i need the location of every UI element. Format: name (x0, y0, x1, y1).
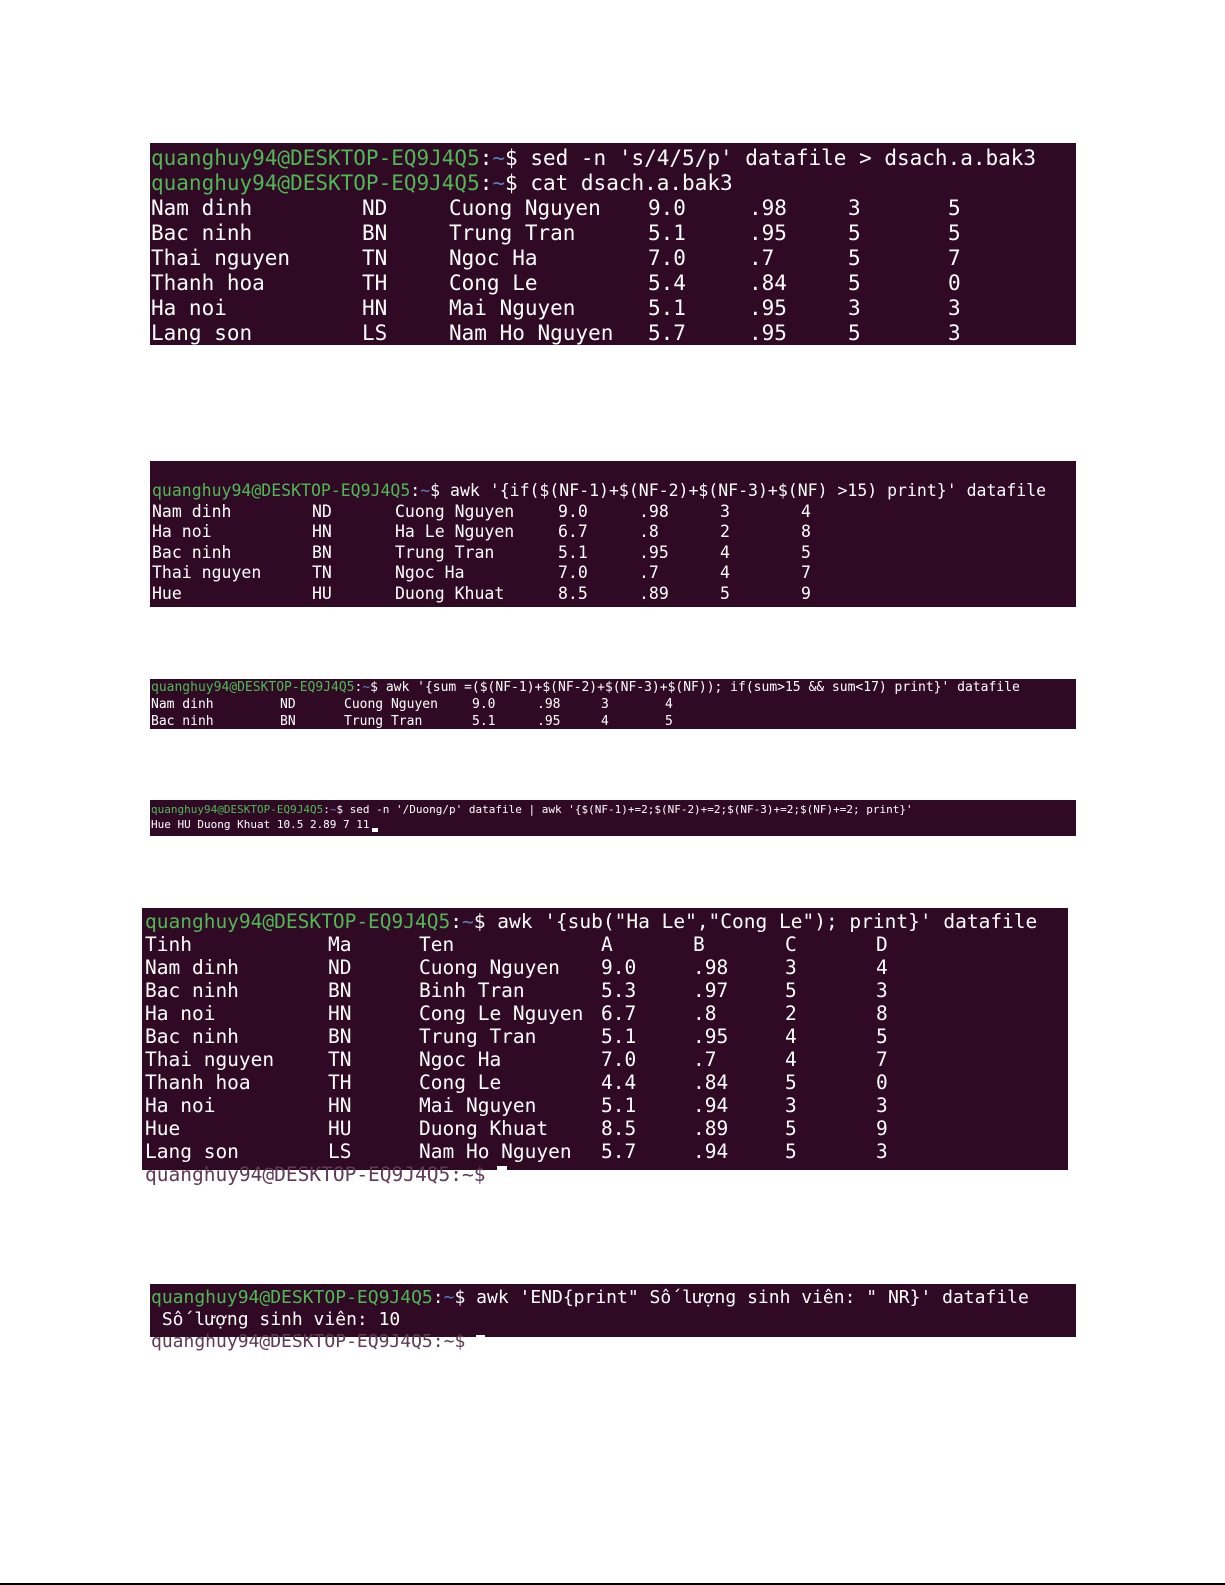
output-cell: 4 (665, 697, 673, 712)
output-cell: 3 (948, 321, 961, 345)
output-row (145, 1071, 1068, 1094)
output-cell: 5 (785, 1117, 797, 1140)
output-cell: Cuong Nguyen (419, 956, 560, 979)
output-cell: 7.0 (648, 246, 686, 270)
output-row (145, 956, 1068, 979)
output-cell: A (601, 933, 613, 956)
output-cell: 7.0 (601, 1048, 637, 1071)
output-cell: HN (312, 522, 332, 541)
output-row (151, 296, 1076, 321)
prompt-user: quanghuy94@DESKTOP-EQ9J4Q5 (152, 481, 411, 500)
output-cell: 4.4 (601, 1071, 637, 1094)
output-cell: 5 (848, 246, 861, 270)
output-cell: Cuong Nguyen (395, 501, 515, 521)
output-cell: Ma (328, 933, 352, 956)
output-cell: 5 (948, 221, 961, 245)
prompt-user: quanghuy94@DESKTOP-EQ9J4Q5 (151, 171, 480, 195)
output-cell: Nam dinh (151, 196, 253, 220)
output-cell: 7.0 (558, 563, 588, 582)
output-cell: HN (362, 296, 388, 320)
output-row (152, 522, 1076, 543)
output-cell: .98 (749, 196, 787, 220)
output-row (151, 196, 1076, 221)
output-cell: BN (312, 542, 332, 562)
output-cell: BN (280, 714, 296, 729)
output-cell: 3 (601, 697, 609, 712)
output-cell: 8.5 (601, 1117, 637, 1140)
output-row (151, 221, 1076, 246)
output-cell: C (785, 933, 797, 956)
output-row (151, 713, 1076, 730)
terminal-sed-cat[interactable] (150, 143, 1076, 345)
output-cell: Thanh hoa (151, 271, 265, 295)
output-row (152, 502, 1076, 523)
output-cell: 5 (848, 221, 861, 245)
output-cell: .8 (693, 1002, 717, 1025)
output-cell: 5 (785, 979, 797, 1002)
output-row (145, 933, 1068, 956)
output-cell: 5 (665, 714, 673, 729)
cursor-icon (497, 1166, 507, 1186)
output-cell: 5 (801, 542, 811, 562)
output-cell: .94 (693, 1140, 729, 1163)
command-line: quanghuy94@DESKTOP-EQ9J4Q5:~$ awk '{sub("Ha Le","Cong Le"); print}' datafile (145, 910, 1038, 933)
output-row (145, 1094, 1068, 1117)
output-cell: 8 (801, 522, 811, 541)
output-cell: Ngoc Ha (419, 1048, 502, 1071)
output-cell: Bac ninh (145, 1025, 239, 1048)
output-cell: 5.1 (558, 542, 588, 562)
output-cell: .95 (693, 1025, 729, 1048)
output-cell: .97 (693, 979, 729, 1002)
output-line: Hue HU Duong Khuat 10.5 2.89 7 11 (151, 817, 1076, 832)
output-cell: 5 (876, 1025, 888, 1048)
output-row (151, 271, 1076, 296)
output-row (151, 321, 1076, 346)
output-cell: Ha noi (152, 522, 212, 541)
output-row (152, 563, 1076, 584)
output-cell: Lang son (151, 321, 253, 345)
output-cell: TN (362, 246, 388, 270)
output-cell: 4 (720, 563, 730, 582)
terminal-awk-sum[interactable] (150, 679, 1076, 729)
output-cell: Duong Khuat (419, 1117, 549, 1140)
output-cell: Hue (145, 1117, 181, 1140)
output-cell: BN (328, 979, 352, 1002)
output-cell: 5.1 (648, 221, 686, 245)
command-line: quanghuy94@DESKTOP-EQ9J4Q5:~$ awk '{if($(NF-1)+$(NF-2)+$(NF-3)+$(NF) >15) print}' datafile (152, 481, 1047, 500)
output-line: Số lượng sinh viên: 10 (151, 1309, 401, 1330)
output-row (145, 979, 1068, 1002)
command-line: quanghuy94@DESKTOP-EQ9J4Q5:~$ sed -n 's/4/5/p' datafile > dsach.a.bak3 (151, 146, 1037, 170)
prompt-user: quanghuy94@DESKTOP-EQ9J4Q5 (151, 680, 355, 695)
output-cell: Bac ninh (145, 979, 239, 1002)
output-cell: Nam dinh (145, 956, 239, 979)
output-cell: LS (328, 1140, 352, 1163)
output-cell: .95 (639, 542, 669, 562)
output-cell: 9.0 (558, 501, 588, 521)
command-text: awk 'END{print" Số lượng sinh viên: " NR}' datafile (476, 1287, 1029, 1308)
output-cell: 5.4 (648, 271, 686, 295)
cursor-icon (476, 1335, 485, 1353)
output-cell: B (693, 933, 705, 956)
output-cell: LS (362, 321, 388, 345)
output-cell: D (876, 933, 888, 956)
output-cell: 5.7 (648, 321, 686, 345)
prompt-user: quanghuy94@DESKTOP-EQ9J4Q5 (151, 146, 480, 170)
command-text: awk '{sub("Ha Le","Cong Le"); print}' datafile (497, 910, 1038, 933)
output-cell: .95 (749, 221, 787, 245)
output-cell: HU (312, 583, 332, 603)
output-cell: 5 (720, 583, 730, 603)
output-row (145, 1117, 1068, 1140)
output-cell: Ten (419, 933, 455, 956)
output-cell: BN (362, 221, 388, 245)
output-cell: 2 (785, 1002, 797, 1025)
output-cell: .84 (693, 1071, 729, 1094)
output-cell: ND (362, 196, 388, 220)
next-prompt-line: quanghuy94@DESKTOP-EQ9J4Q5:~$ (151, 1331, 1076, 1353)
output-cell: Lang son (145, 1140, 239, 1163)
output-cell: 3 (848, 296, 861, 320)
output-rows (151, 696, 1076, 730)
output-cell: ND (280, 697, 296, 712)
output-cell: 5.1 (601, 1025, 637, 1048)
output-cell: Trung Tran (395, 542, 495, 562)
output-cell: 7 (801, 563, 811, 582)
terminal-sed-awk-increment[interactable] (150, 800, 1076, 836)
output-row (151, 696, 1076, 713)
terminal-awk-if[interactable] (150, 461, 1076, 607)
output-rows (151, 196, 1076, 346)
output-cell: Mai Nguyen (419, 1094, 537, 1117)
output-cell: 9 (801, 583, 811, 603)
output-row (151, 246, 1076, 271)
output-cell: Hue (152, 583, 182, 603)
command-text: sed -n '/Duong/p' datafile | awk '{$(NF-1)+=2;$(NF-2)+=2;$(NF-3)+=2;$(NF)+=2; print}' (349, 803, 913, 816)
output-cell: 3 (876, 979, 888, 1002)
output-cell: Cong Le (419, 1071, 502, 1094)
output-cell: 3 (785, 956, 797, 979)
output-cell: 9.0 (648, 196, 686, 220)
output-cell: Ha Le Nguyen (395, 522, 515, 541)
output-cell: .8 (639, 522, 659, 541)
output-row (145, 1140, 1068, 1163)
output-cell: Cong Le (449, 271, 538, 295)
output-cell: Nam Ho Nguyen (449, 321, 614, 345)
output-cell: .95 (749, 296, 787, 320)
output-cell: 3 (876, 1140, 888, 1163)
output-cell: Duong Khuat (395, 583, 505, 603)
output-cell: 5 (785, 1071, 797, 1094)
output-cell: 5.1 (601, 1094, 637, 1117)
command-line: quanghuy94@DESKTOP-EQ9J4Q5:~$ awk 'END{print" Số lượng sinh viên: " NR}' datafile (151, 1287, 1029, 1308)
output-cell: TH (328, 1071, 352, 1094)
command-text: sed -n 's/4/5/p' datafile > dsach.a.bak3 (530, 146, 1037, 170)
output-cell: 0 (876, 1071, 888, 1094)
output-cell: 9.0 (601, 956, 637, 979)
output-cell: Trung Tran (419, 1025, 537, 1048)
output-cell: 7 (948, 246, 961, 270)
next-prompt-line: quanghuy94@DESKTOP-EQ9J4Q5:~$ (145, 1163, 1068, 1186)
output-cell: 9.0 (472, 697, 496, 712)
output-cell: 5.7 (601, 1140, 637, 1163)
output-cell: 5.1 (472, 714, 496, 729)
output-cell: .98 (537, 697, 561, 712)
output-cell: Binh Tran (419, 979, 525, 1002)
output-cell: Ha noi (145, 1094, 216, 1117)
output-cell: HN (328, 1002, 352, 1025)
output-cell: Ha noi (151, 296, 227, 320)
output-cell: 5 (785, 1140, 797, 1163)
terminal-awk-sub[interactable] (142, 908, 1068, 1186)
output-cell: HU (328, 1117, 352, 1140)
output-cell: Nam dinh (151, 697, 214, 712)
output-cell: Tinh (145, 933, 192, 956)
output-cell: 4 (785, 1025, 797, 1048)
output-cell: TH (362, 271, 388, 295)
output-cell: Thai nguyen (152, 563, 262, 582)
output-cell: 6.7 (558, 522, 588, 541)
output-cell: .95 (537, 714, 561, 729)
output-cell: Trung Tran (449, 221, 576, 245)
output-cell: 2 (720, 522, 730, 541)
output-rows (145, 933, 1068, 1163)
output-row (145, 1002, 1068, 1025)
output-cell: 8.5 (558, 583, 588, 603)
command-text: awk '{if($(NF-1)+$(NF-2)+$(NF-3)+$(NF) >15) print}' datafile (450, 481, 1047, 500)
output-cell: 4 (720, 542, 730, 562)
output-rows (152, 502, 1076, 605)
output-cell: 3 (876, 1094, 888, 1117)
prompt-user: quanghuy94@DESKTOP-EQ9J4Q5 (151, 803, 324, 816)
output-cell: .7 (693, 1048, 717, 1071)
output-cell: Nam dinh (152, 501, 232, 521)
output-cell: 4 (801, 501, 811, 521)
output-cell: 5 (848, 271, 861, 295)
output-cell: ND (328, 956, 352, 979)
command-text: cat dsach.a.bak3 (530, 171, 733, 195)
output-cell: 3 (785, 1094, 797, 1117)
output-cell: Ngoc Ha (449, 246, 538, 270)
output-cell: 3 (720, 501, 730, 521)
output-cell: TN (328, 1048, 352, 1071)
output-cell: 4 (601, 714, 609, 729)
output-cell: .7 (749, 246, 775, 270)
output-cell: .94 (693, 1094, 729, 1117)
output-row (152, 543, 1076, 564)
output-cell: Thanh hoa (145, 1071, 251, 1094)
output-cell: .89 (693, 1117, 729, 1140)
output-cell: 8 (876, 1002, 888, 1025)
output-cell: .7 (639, 563, 659, 582)
output-cell: .95 (749, 321, 787, 345)
output-cell: Thai nguyen (145, 1048, 275, 1071)
output-cell: Ngoc Ha (395, 563, 465, 582)
cursor-icon (372, 828, 378, 832)
command-line: quanghuy94@DESKTOP-EQ9J4Q5:~$ sed -n '/Duong/p' datafile | awk '{$(NF-1)+=2;$(NF-2)+=2;$(NF-3)+=2;$(NF)+=2; print}' (151, 803, 913, 816)
command-text: awk '{sum =($(NF-1)+$(NF-2)+$(NF-3)+$(NF)); if(sum>15 && sum<17) print}' datafile (385, 680, 1020, 695)
output-row (145, 1025, 1068, 1048)
output-cell: 5 (948, 196, 961, 220)
output-row (145, 1048, 1068, 1071)
output-cell: Cuong Nguyen (344, 697, 438, 712)
command-line: quanghuy94@DESKTOP-EQ9J4Q5:~$ cat dsach.a.bak3 (151, 171, 733, 195)
output-cell: Cuong Nguyen (449, 196, 601, 220)
output-cell: Bac ninh (151, 221, 253, 245)
output-cell: Bac ninh (151, 714, 214, 729)
output-cell: Bac ninh (152, 542, 232, 562)
output-cell: ND (312, 501, 332, 521)
output-cell: 3 (848, 196, 861, 220)
output-row (152, 584, 1076, 605)
output-cell: Thai nguyen (151, 246, 291, 270)
output-cell: 0 (948, 271, 961, 295)
terminal-awk-end-count[interactable] (150, 1284, 1076, 1352)
output-cell: Mai Nguyen (449, 296, 576, 320)
output-cell: 3 (948, 296, 961, 320)
output-cell: 4 (785, 1048, 797, 1071)
output-cell: TN (312, 563, 332, 582)
output-cell: 5.1 (648, 296, 686, 320)
output-cell: .98 (693, 956, 729, 979)
output-cell: Nam Ho Nguyen (419, 1140, 572, 1163)
output-cell: .89 (639, 583, 669, 603)
output-cell: HN (328, 1094, 352, 1117)
output-cell: Trung Tran (344, 714, 423, 729)
output-cell: 6.7 (601, 1002, 637, 1025)
output-cell: 5 (848, 321, 861, 345)
prompt-user: quanghuy94@DESKTOP-EQ9J4Q5 (145, 910, 451, 933)
output-cell: .84 (749, 271, 787, 295)
output-cell: BN (328, 1025, 352, 1048)
output-cell: 5.3 (601, 979, 637, 1002)
prompt-user: quanghuy94@DESKTOP-EQ9J4Q5 (151, 1287, 433, 1308)
output-cell: 9 (876, 1117, 888, 1140)
command-line: quanghuy94@DESKTOP-EQ9J4Q5:~$ awk '{sum =($(NF-1)+$(NF-2)+$(NF-3)+$(NF)); if(sum>15 && sum<17) print}' datafile (151, 680, 1020, 695)
output-cell: 7 (876, 1048, 888, 1071)
output-cell: .98 (639, 501, 669, 521)
output-cell: Cong Le Nguyen (419, 1002, 584, 1025)
output-cell: 4 (876, 956, 888, 979)
output-cell: Ha noi (145, 1002, 216, 1025)
